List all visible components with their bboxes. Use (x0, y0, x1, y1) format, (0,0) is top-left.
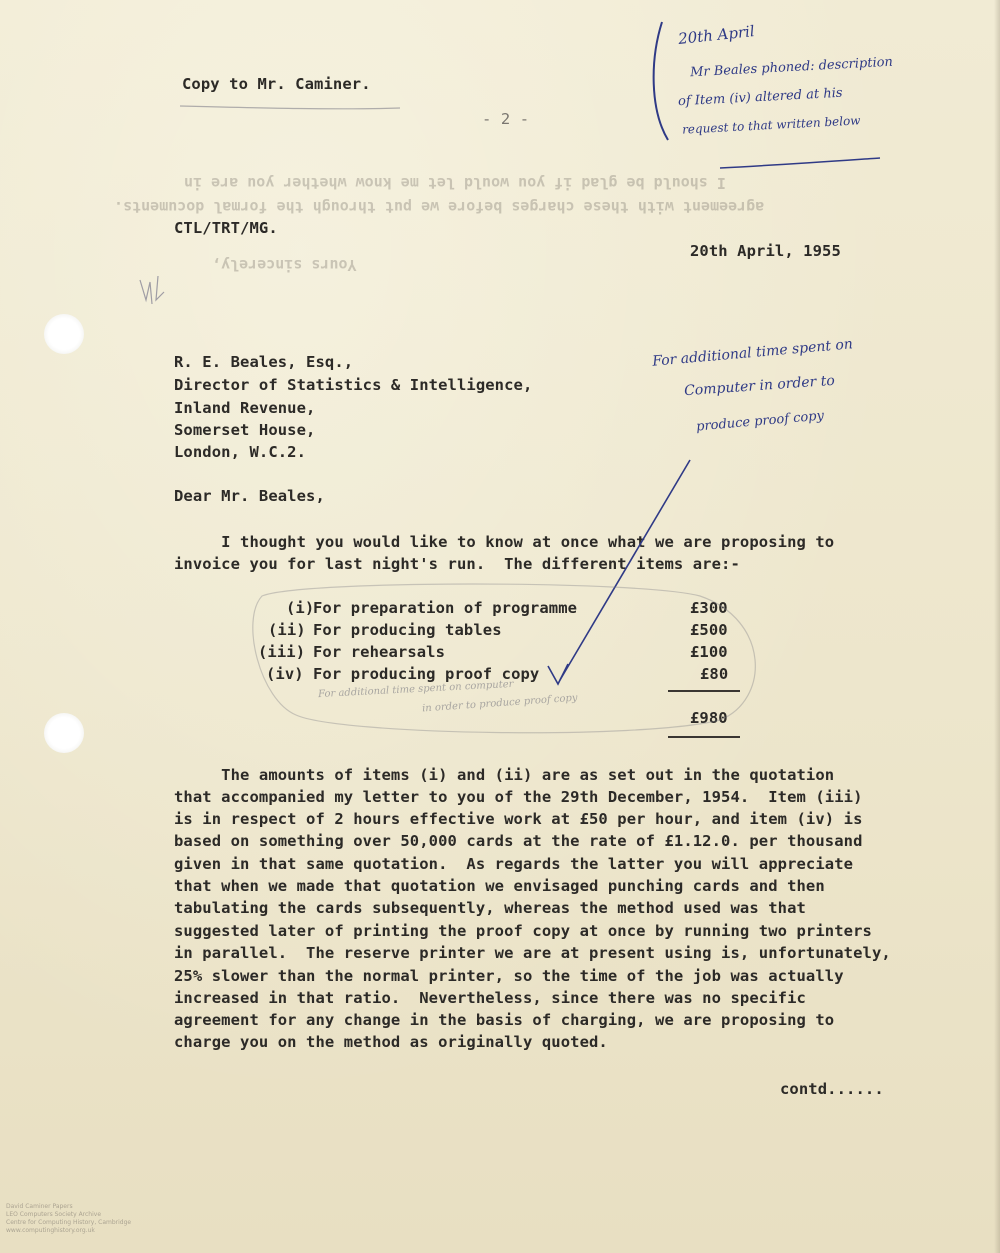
pencil-underline (180, 106, 400, 109)
item-amount: £100 (690, 643, 728, 661)
body-line: agreement for any change in the basis of charging, we are proposing to (174, 1011, 835, 1029)
handwritten-note-right-1: For additional time spent on (651, 336, 854, 370)
handwritten-note-right-3: produce proof copy (695, 408, 825, 435)
item-description: For rehearsals (313, 643, 446, 661)
item-description: For producing tables (313, 621, 502, 639)
body-line: charge you on the method as originally quoted. (174, 1033, 608, 1051)
body-line: 25% slower than the normal printer, so the time of the job was actually (174, 967, 844, 985)
reference: CTL/TRT/MG. (174, 219, 278, 237)
body-line: The amounts of items (i) and (ii) are as set out in the quotation (174, 766, 835, 784)
initials-mark (140, 276, 164, 304)
total-amount: £980 (690, 709, 728, 727)
footer-line: www.computinghistory.org.uk (6, 1227, 95, 1234)
handwritten-note-top-3: of Item (iv) altered at his (677, 85, 843, 110)
item-amount: £80 (700, 665, 729, 683)
pencil-loop (253, 584, 755, 733)
recipient-address-2: London, W.C.2. (174, 443, 307, 461)
recipient-address-1: Somerset House, (174, 421, 316, 439)
recipient-org: Inland Revenue, (174, 399, 316, 417)
body-line: that when we made that quotation we envisaged punching cards and then (174, 877, 825, 895)
handwritten-note-top-1: 20th April (677, 22, 756, 48)
item-description: For producing proof copy (313, 665, 540, 683)
item-amount: £500 (690, 621, 728, 639)
salutation: Dear Mr. Beales, (174, 487, 325, 505)
page-number: - 2 - (482, 110, 530, 128)
body-line: that accompanied my letter to you of the 29th December, 1954. Item (iii) (174, 788, 863, 806)
insertion-arrow (560, 460, 690, 680)
handwritten-note-right-2: Computer in order to (683, 372, 836, 400)
footer-line: Centre for Computing History, Cambridge (6, 1219, 132, 1226)
item-description: For preparation of programme (313, 599, 578, 617)
body-line: increased in that ratio. Nevertheless, since there was no specific (174, 989, 806, 1007)
body-line: suggested later of printing the proof copy at once by running two printers (174, 922, 872, 940)
item-number: (i) (286, 599, 315, 617)
archive-footer (6, 1203, 131, 1235)
show-through-line-1: I should be glad if you would let me know whether you are in (184, 174, 726, 192)
arrow-head (548, 664, 568, 684)
footer-line: LEO Computers Society Archive (6, 1211, 102, 1218)
handwritten-note-top-4: request to that written below (681, 113, 861, 137)
continued-marker: contd...... (780, 1080, 884, 1098)
copy-to-line: Copy to Mr. Caminer. (182, 75, 371, 93)
body-line: tabulating the cards subsequently, whereas the method used was that (174, 899, 806, 917)
item-amount: £300 (690, 599, 728, 617)
recipient-name: R. E. Beales, Esq., (174, 353, 354, 371)
intro-line-2: invoice you for last night's run. The different items are:- (174, 555, 740, 573)
item-number: (iii) (258, 643, 306, 661)
pencil-note-line-1: For additional time spent on computer (317, 678, 514, 701)
show-through-line-2: agreement with these charges before we put through the formal documents. (114, 198, 765, 216)
body-line: given in that same quotation. As regards the latter you will appreciate (174, 855, 854, 873)
footer-line: David Caminer Papers (6, 1203, 73, 1210)
intro-line-1: I thought you would like to know at once what we are proposing to (174, 533, 835, 551)
recipient-title: Director of Statistics & Intelligence, (174, 376, 533, 394)
body-line: is in respect of 2 hours effective work at £50 per hour, and item (iv) is (174, 810, 863, 828)
body-line: in parallel. The reserve printer we are at present using is, unfortunately, (174, 944, 891, 962)
bracket-mark (654, 22, 668, 140)
item-number: (iv) (266, 665, 304, 683)
show-through-line-3: Yours sincerely, (212, 256, 357, 274)
body-line: based on something over 50,000 cards at the rate of £1.12.0. per thousand (174, 832, 863, 850)
letter-date: 20th April, 1955 (690, 242, 841, 260)
pencil-note-line-2: in order to produce proof copy (421, 692, 578, 715)
item-number: (ii) (268, 621, 306, 639)
handwritten-note-top-2: Mr Beales phoned: description (689, 54, 894, 81)
underline-stroke (720, 158, 880, 168)
